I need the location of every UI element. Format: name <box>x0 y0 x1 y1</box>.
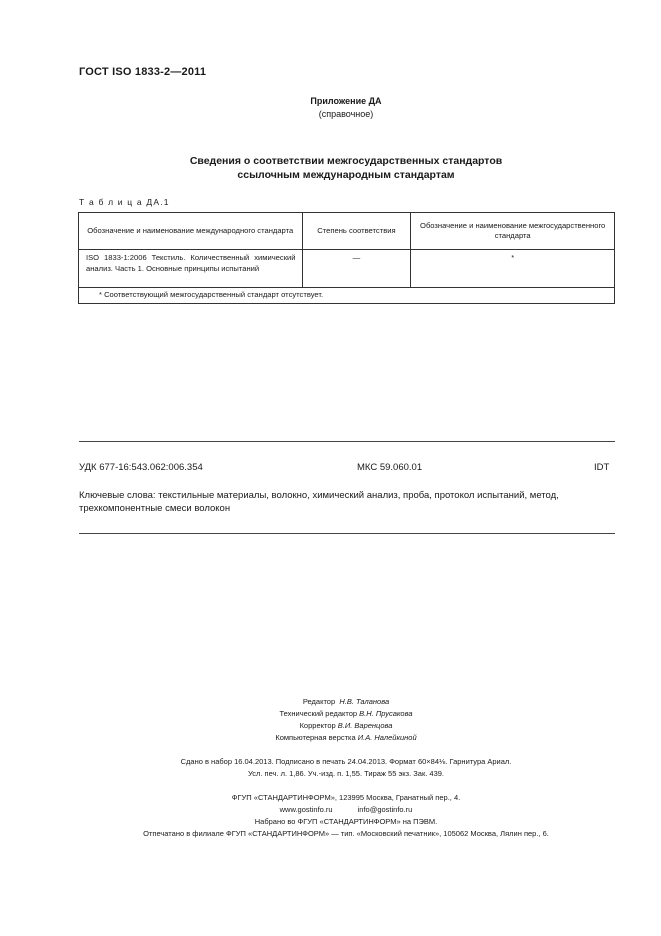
column-header-degree: Степень соответствия <box>302 213 411 250</box>
table-row <box>79 250 615 288</box>
typesetting-info: Набрано во ФГУП «СТАНДАРТИНФОРМ» на ПЭВМ. <box>254 817 438 826</box>
table-footnote-row <box>79 288 615 304</box>
idt-code: IDT <box>594 462 610 473</box>
cell-interstate-standard: * <box>411 250 615 288</box>
column-header-interstate: Обозначение и наименование межгосударственного стандарта <box>411 213 615 250</box>
table-caption: Т а б л и ц а ДА.1 <box>79 197 170 207</box>
publication-info-line-2: Усл. печ. л. 1,86. Уч.-изд. п. 1,55. Тираж 55 экз. Зак. 439. <box>247 769 445 778</box>
column-header-international: Обозначение и наименование международного стандарта <box>79 213 303 250</box>
website-link[interactable]: www.gostinfo.ru <box>279 805 333 814</box>
printing-info: Отпечатано в филиале ФГУП «СТАНДАРТИНФОРМ» — тип. «Московский печатник», 105062 Москва, Лялин пер., 6. <box>143 829 549 838</box>
cell-international-standard: ISO 1833-1:2006 Текстиль. Количественный химический анализ. Часть 1. Основные принципы испытаний <box>79 250 303 288</box>
email-link[interactable]: info@gostinfo.ru <box>357 805 413 814</box>
divider-top <box>79 441 615 442</box>
appendix-title: Приложение ДА <box>310 96 382 106</box>
publication-info-line-1: Сдано в набор 16.04.2013. Подписано в печать 24.04.2013. Формат 60×84⅛. Гарнитура Ариал. <box>180 757 512 766</box>
credit-technical-editor: Технический редактор В.Н. Прусакова <box>279 709 413 718</box>
credit-layout: Компьютерная верстка И.А. Налейкиной <box>275 733 417 742</box>
credit-proofreader: Корректор В.И. Варенцова <box>299 721 393 730</box>
table-header-row <box>79 213 615 250</box>
table-footnote: * Соответствующий межгосударственный стандарт отсутствует. <box>79 288 615 304</box>
udk-code: УДК 677-16:543.062:006.354 <box>79 462 203 473</box>
keywords: Ключевые слова: текстильные материалы, волокно, химический анализ, проба, протокол испытаний, метод, трехкомпонентные смеси волокон <box>79 490 559 514</box>
section-heading-line-1: Сведения о соответствии межгосударственных стандартов <box>189 155 503 167</box>
document-designation: ГОСТ ISO 1833-2—2011 <box>79 66 207 78</box>
divider-bottom <box>79 533 615 534</box>
correspondence-table <box>78 212 615 304</box>
appendix-subtitle: (справочное) <box>318 109 374 119</box>
credit-editor: Редактор Н.В. Таланова <box>302 697 390 706</box>
printer-contacts <box>0 804 661 817</box>
cell-degree: — <box>302 250 411 288</box>
printer-address: ФГУП «СТАНДАРТИНФОРМ», 123995 Москва, Гранатный пер., 4. <box>231 793 461 802</box>
section-heading-line-2: ссылочным международным стандартам <box>237 169 455 181</box>
mks-code: МКС 59.060.01 <box>357 462 423 473</box>
